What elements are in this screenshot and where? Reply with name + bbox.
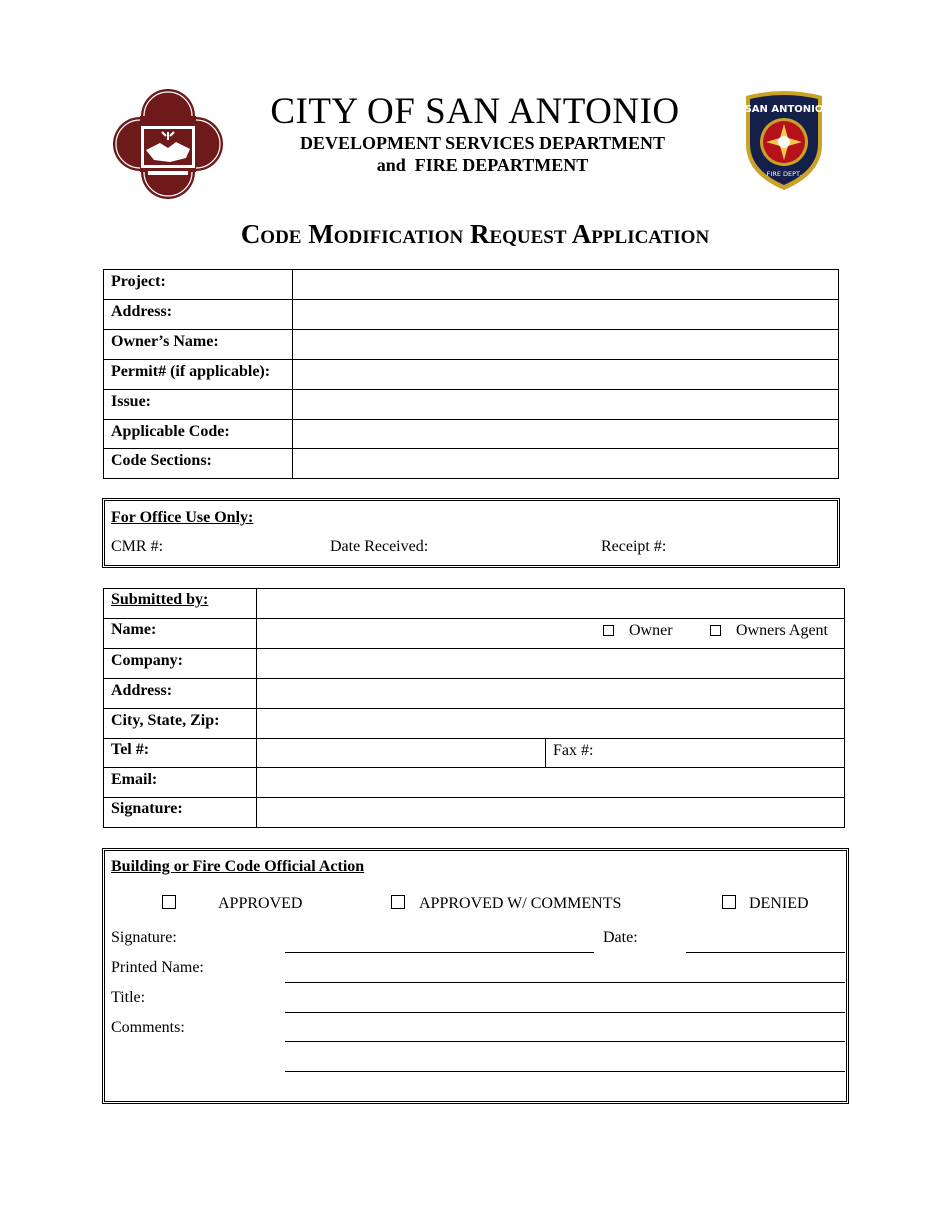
signature-label: Signature:	[111, 800, 183, 817]
form-title: Code Modification Request Application	[240, 219, 710, 249]
issue-field[interactable]	[298, 392, 834, 418]
date-received-label: Date Received:	[330, 538, 429, 555]
issue-label: Issue:	[111, 393, 152, 410]
badge-top-text: SAN ANTONIO	[744, 104, 824, 115]
name-label: Name:	[111, 621, 157, 638]
official-signature-line[interactable]	[285, 952, 594, 953]
owner-option-label: Owner	[629, 622, 673, 639]
approved-with-comments-label: APPROVED W/ COMMENTS	[419, 895, 622, 912]
submitter-address-label: Address:	[111, 682, 173, 699]
official-date-line[interactable]	[686, 952, 845, 953]
badge-bottom-text: FIRE DEPT.	[766, 170, 802, 178]
approved-label: APPROVED	[218, 895, 303, 912]
official-date-label: Date:	[603, 929, 638, 946]
owner-checkbox[interactable]	[603, 625, 614, 636]
owners-name-label: Owner’s Name:	[111, 333, 219, 350]
email-field[interactable]	[262, 770, 840, 795]
comments-line-1[interactable]	[285, 1041, 845, 1042]
owners-agent-checkbox[interactable]	[710, 625, 721, 636]
comments-label: Comments:	[111, 1019, 185, 1036]
city-title: CITY OF SAN ANTONIO	[270, 91, 680, 132]
company-label: Company:	[111, 652, 184, 669]
code-sections-field[interactable]	[298, 451, 834, 477]
tel-label: Tel #:	[111, 741, 150, 758]
submitted-by-label: Submitted by:	[111, 591, 209, 608]
official-signature-label: Signature:	[111, 929, 177, 946]
code-sections-label: Code Sections:	[111, 452, 212, 469]
office-use-heading: For Office Use Only:	[111, 509, 254, 526]
title-line[interactable]	[285, 1012, 845, 1013]
company-field[interactable]	[262, 651, 840, 676]
approved-with-comments-checkbox[interactable]	[391, 895, 405, 909]
email-label: Email:	[111, 771, 158, 788]
permit-field[interactable]	[298, 362, 834, 388]
submitted-by-field[interactable]	[262, 591, 840, 616]
receipt-label: Receipt #:	[601, 538, 667, 555]
comments-line-2[interactable]	[285, 1071, 845, 1072]
department-line-2: and FIRE DEPARTMENT	[376, 155, 589, 175]
denied-checkbox[interactable]	[722, 895, 736, 909]
fire-badge	[740, 88, 828, 192]
official-action-heading: Building or Fire Code Official Action	[111, 858, 365, 875]
city-state-zip-label: City, State, Zip:	[111, 712, 220, 729]
owners-agent-option-label: Owners Agent	[736, 622, 828, 639]
printed-name-label: Printed Name:	[111, 959, 204, 976]
applicable-code-label: Applicable Code:	[111, 423, 230, 440]
owners-name-field[interactable]	[298, 332, 834, 358]
printed-name-line[interactable]	[285, 982, 845, 983]
fire-department-badge-icon	[740, 88, 828, 192]
city-state-zip-field[interactable]	[262, 711, 840, 736]
address-field[interactable]	[298, 302, 834, 328]
permit-label: Permit# (if applicable):	[111, 363, 271, 380]
official-action-box	[102, 848, 849, 1104]
name-field[interactable]	[262, 621, 592, 646]
cmr-label: CMR #:	[111, 538, 164, 555]
submitter-address-field[interactable]	[262, 681, 840, 706]
applicable-code-field[interactable]	[298, 422, 834, 448]
department-line-1: DEVELOPMENT SERVICES DEPARTMENT	[299, 133, 666, 153]
project-field[interactable]	[298, 272, 834, 298]
denied-label: DENIED	[749, 895, 809, 912]
tel-field[interactable]	[262, 741, 540, 766]
fax-field[interactable]	[600, 741, 840, 766]
project-label: Project:	[111, 273, 166, 290]
fax-label: Fax #:	[553, 742, 594, 759]
address-label: Address:	[111, 303, 173, 320]
approved-checkbox[interactable]	[162, 895, 176, 909]
title-label: Title:	[111, 989, 146, 1006]
signature-field[interactable]	[262, 800, 840, 825]
